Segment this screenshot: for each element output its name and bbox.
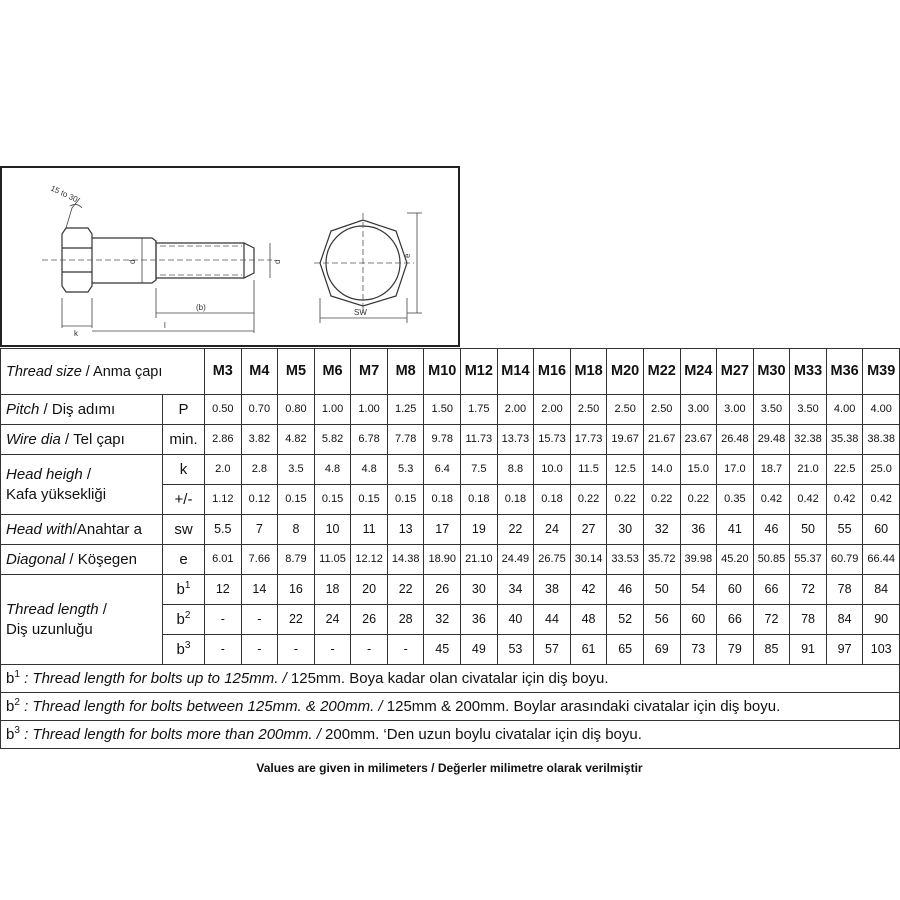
d-label: d — [273, 259, 282, 264]
value-cell: 1.50 — [424, 395, 461, 425]
ds-label: d — [128, 259, 137, 264]
value-cell: 44 — [534, 605, 571, 635]
value-cell: 21.10 — [461, 545, 498, 575]
value-cell: 84 — [826, 605, 863, 635]
wire-row — [1, 425, 900, 455]
size-cell: M6 — [314, 349, 351, 395]
value-cell: 84 — [863, 575, 900, 605]
value-cell: - — [278, 635, 315, 665]
pitch-row — [1, 395, 900, 425]
value-cell: 22.5 — [826, 455, 863, 485]
value-cell: 13.73 — [497, 425, 534, 455]
value-cell: 53 — [497, 635, 534, 665]
value-cell: 24 — [534, 515, 571, 545]
value-cell: 1.25 — [387, 395, 424, 425]
value-cell: 66.44 — [863, 545, 900, 575]
value-cell: 7.78 — [387, 425, 424, 455]
value-cell: 0.70 — [241, 395, 278, 425]
value-cell: 14.38 — [387, 545, 424, 575]
value-cell: 78 — [790, 605, 827, 635]
value-cell: 5.3 — [387, 455, 424, 485]
value-cell: 8 — [278, 515, 315, 545]
value-cell: 2.00 — [497, 395, 534, 425]
sw-symbol: sw — [163, 515, 205, 545]
value-cell: 2.50 — [570, 395, 607, 425]
value-cell: 66 — [753, 575, 790, 605]
b2-symbol: $b^2$ — [163, 605, 205, 635]
value-cell: 23.67 — [680, 425, 717, 455]
value-cell: - — [241, 635, 278, 665]
size-cell: M14 — [497, 349, 534, 395]
value-cell: 7 — [241, 515, 278, 545]
l-label: l — [164, 321, 166, 330]
size-cell: M10 — [424, 349, 461, 395]
value-cell: 2.8 — [241, 455, 278, 485]
value-cell: 0.15 — [387, 485, 424, 515]
value-cell: 16 — [278, 575, 315, 605]
size-cell: M24 — [680, 349, 717, 395]
value-cell: 45.20 — [717, 545, 754, 575]
value-cell: 0.18 — [461, 485, 498, 515]
value-cell: 0.18 — [497, 485, 534, 515]
value-cell: 18.7 — [753, 455, 790, 485]
size-cell: M30 — [753, 349, 790, 395]
value-cell: 0.18 — [534, 485, 571, 515]
note-b1: $b^1$ : Thread length for bolts up to 125mm. / 125mm. Boya kadar olan civatalar için diş boyu. — [1, 665, 900, 693]
header-row — [1, 349, 900, 395]
value-cell: 26 — [351, 605, 388, 635]
value-cell: 14 — [241, 575, 278, 605]
value-cell: 11.5 — [570, 455, 607, 485]
value-cell: 15.0 — [680, 455, 717, 485]
bolt-drawing-svg — [2, 168, 458, 345]
head-tol-symbol: +/- — [163, 485, 205, 515]
value-cell: 4.8 — [351, 455, 388, 485]
value-cell: 18.90 — [424, 545, 461, 575]
note-b2: $b^2$ : Thread length for bolts between 125mm. & 200mm. / 125mm & 200mm. Boylar arasındaki civatalar için diş boyu. — [1, 693, 900, 721]
value-cell: 55.37 — [790, 545, 827, 575]
value-cell: 12.5 — [607, 455, 644, 485]
value-cell: 50 — [790, 515, 827, 545]
value-cell: 0.35 — [717, 485, 754, 515]
value-cell: 5.82 — [314, 425, 351, 455]
value-cell: 33.53 — [607, 545, 644, 575]
value-cell: 7.66 — [241, 545, 278, 575]
b1-row — [1, 575, 900, 605]
value-cell: 97 — [826, 635, 863, 665]
value-cell: 0.22 — [607, 485, 644, 515]
value-cell: 32 — [643, 515, 680, 545]
value-cell: 11.05 — [314, 545, 351, 575]
size-cell: M12 — [461, 349, 498, 395]
diag-row — [1, 545, 900, 575]
value-cell: 79 — [717, 635, 754, 665]
value-cell: 0.22 — [570, 485, 607, 515]
value-cell: 10.0 — [534, 455, 571, 485]
value-cell: 103 — [863, 635, 900, 665]
value-cell: - — [351, 635, 388, 665]
value-cell: 35.72 — [643, 545, 680, 575]
value-cell: 26.48 — [717, 425, 754, 455]
value-cell: 4.00 — [863, 395, 900, 425]
value-cell: - — [387, 635, 424, 665]
value-cell: 30.14 — [570, 545, 607, 575]
value-cell: 91 — [790, 635, 827, 665]
value-cell: 12.12 — [351, 545, 388, 575]
value-cell: 0.15 — [278, 485, 315, 515]
note-row — [1, 665, 900, 693]
value-cell: 1.75 — [461, 395, 498, 425]
value-cell: 72 — [753, 605, 790, 635]
size-cell: M3 — [205, 349, 242, 395]
wire-symbol: min. — [163, 425, 205, 455]
value-cell: 5.5 — [205, 515, 242, 545]
value-cell: 28 — [387, 605, 424, 635]
value-cell: 0.42 — [863, 485, 900, 515]
value-cell: 15.73 — [534, 425, 571, 455]
value-cell: 3.00 — [717, 395, 754, 425]
bolt-dimension-table — [0, 348, 900, 749]
value-cell: 0.42 — [826, 485, 863, 515]
technical-drawing — [0, 166, 460, 347]
value-cell: 38 — [534, 575, 571, 605]
size-cell: M18 — [570, 349, 607, 395]
sw-row — [1, 515, 900, 545]
value-cell: 4.8 — [314, 455, 351, 485]
pitch-label: Pitch / Diş adımı — [1, 395, 163, 425]
e-label: e — [403, 253, 412, 258]
value-cell: 78 — [826, 575, 863, 605]
value-cell: 60.79 — [826, 545, 863, 575]
value-cell: 13 — [387, 515, 424, 545]
value-cell: - — [241, 605, 278, 635]
value-cell: 35.38 — [826, 425, 863, 455]
size-cell: M22 — [643, 349, 680, 395]
value-cell: 4.00 — [826, 395, 863, 425]
value-cell: 8.79 — [278, 545, 315, 575]
value-cell: 24.49 — [497, 545, 534, 575]
value-cell: 26.75 — [534, 545, 571, 575]
value-cell: 17 — [424, 515, 461, 545]
value-cell: 26 — [424, 575, 461, 605]
value-cell: 4.82 — [278, 425, 315, 455]
units-footer: Values are given in milimeters / Değerler milimetre olarak verilmiştir — [256, 761, 643, 775]
value-cell: 7.5 — [461, 455, 498, 485]
value-cell: 36 — [680, 515, 717, 545]
diag-label: Diagonal / Köşegen — [1, 545, 163, 575]
size-cell: M16 — [534, 349, 571, 395]
value-cell: 69 — [643, 635, 680, 665]
value-cell: 57 — [534, 635, 571, 665]
value-cell: 2.50 — [607, 395, 644, 425]
value-cell: 6.78 — [351, 425, 388, 455]
value-cell: 2.00 — [534, 395, 571, 425]
value-cell: 6.4 — [424, 455, 461, 485]
bolt-thread — [156, 243, 254, 278]
value-cell: 2.86 — [205, 425, 242, 455]
value-cell: 32 — [424, 605, 461, 635]
b3-symbol: $b^3$ — [163, 635, 205, 665]
value-cell: 65 — [607, 635, 644, 665]
k-label: k — [74, 329, 78, 338]
value-cell: 50 — [643, 575, 680, 605]
value-cell: 22 — [387, 575, 424, 605]
value-cell: 54 — [680, 575, 717, 605]
value-cell: 1.00 — [314, 395, 351, 425]
value-cell: 20 — [351, 575, 388, 605]
value-cell: 56 — [643, 605, 680, 635]
size-cell: M20 — [607, 349, 644, 395]
value-cell: 30 — [607, 515, 644, 545]
value-cell: 27 — [570, 515, 607, 545]
size-cell: M36 — [826, 349, 863, 395]
value-cell: 3.5 — [278, 455, 315, 485]
value-cell: 55 — [826, 515, 863, 545]
pitch-symbol: P — [163, 395, 205, 425]
diag-symbol: e — [163, 545, 205, 575]
note-b3: $b^3$ : Thread length for bolts more than 200mm. / 200mm. ‘Den uzun boylu civatalar için diş boyu. — [1, 721, 900, 749]
value-cell: 3.82 — [241, 425, 278, 455]
value-cell: 32.38 — [790, 425, 827, 455]
thread-length-label: Thread length / Diş uzunluğu — [1, 575, 163, 665]
value-cell: 48 — [570, 605, 607, 635]
b-label: (b) — [196, 303, 206, 312]
value-cell: 17.73 — [570, 425, 607, 455]
value-cell: 0.12 — [241, 485, 278, 515]
b1-symbol: $b^1$ — [163, 575, 205, 605]
value-cell: 1.00 — [351, 395, 388, 425]
value-cell: 41 — [717, 515, 754, 545]
value-cell: 11.73 — [461, 425, 498, 455]
value-cell: - — [205, 635, 242, 665]
value-cell: 0.42 — [753, 485, 790, 515]
value-cell: 22 — [278, 605, 315, 635]
head-k-row — [1, 455, 900, 485]
bolt-shank — [92, 238, 156, 283]
sw-label: SW — [354, 308, 367, 317]
value-cell: 10 — [314, 515, 351, 545]
value-cell: 66 — [717, 605, 754, 635]
value-cell: 21.67 — [643, 425, 680, 455]
value-cell: 90 — [863, 605, 900, 635]
value-cell: 0.15 — [351, 485, 388, 515]
note-row — [1, 721, 900, 749]
value-cell: - — [205, 605, 242, 635]
value-cell: 0.22 — [680, 485, 717, 515]
value-cell: 19.67 — [607, 425, 644, 455]
value-cell: 40 — [497, 605, 534, 635]
value-cell: 50.85 — [753, 545, 790, 575]
value-cell: 3.50 — [790, 395, 827, 425]
value-cell: 0.50 — [205, 395, 242, 425]
angle-label: 15 to 30 — [49, 183, 80, 205]
size-cell: M7 — [351, 349, 388, 395]
value-cell: 39.98 — [680, 545, 717, 575]
value-cell: 42 — [570, 575, 607, 605]
value-cell: 73 — [680, 635, 717, 665]
value-cell: 0.22 — [643, 485, 680, 515]
value-cell: 2.0 — [205, 455, 242, 485]
value-cell: 49 — [461, 635, 498, 665]
size-cell: M8 — [387, 349, 424, 395]
thread-size-label: Thread size / Anma çapı — [1, 349, 205, 395]
value-cell: 9.78 — [424, 425, 461, 455]
value-cell: 46 — [753, 515, 790, 545]
value-cell: 0.15 — [314, 485, 351, 515]
value-cell: 24 — [314, 605, 351, 635]
value-cell: 6.01 — [205, 545, 242, 575]
value-cell: 14.0 — [643, 455, 680, 485]
value-cell: 0.80 — [278, 395, 315, 425]
value-cell: 36 — [461, 605, 498, 635]
value-cell: 22 — [497, 515, 534, 545]
note-row — [1, 693, 900, 721]
wire-label: Wire dia / Tel çapı — [1, 425, 163, 455]
value-cell: 18 — [314, 575, 351, 605]
value-cell: 2.50 — [643, 395, 680, 425]
value-cell: 61 — [570, 635, 607, 665]
value-cell: 38.38 — [863, 425, 900, 455]
sw-label-cell: Head with/Anahtar a — [1, 515, 163, 545]
value-cell: 11 — [351, 515, 388, 545]
size-cell: M4 — [241, 349, 278, 395]
value-cell: 25.0 — [863, 455, 900, 485]
value-cell: 60 — [717, 575, 754, 605]
value-cell: 60 — [863, 515, 900, 545]
value-cell: 45 — [424, 635, 461, 665]
value-cell: 60 — [680, 605, 717, 635]
value-cell: 8.8 — [497, 455, 534, 485]
size-cell: M5 — [278, 349, 315, 395]
value-cell: - — [314, 635, 351, 665]
value-cell: 30 — [461, 575, 498, 605]
value-cell: 34 — [497, 575, 534, 605]
value-cell: 12 — [205, 575, 242, 605]
value-cell: 21.0 — [790, 455, 827, 485]
value-cell: 17.0 — [717, 455, 754, 485]
value-cell: 1.12 — [205, 485, 242, 515]
value-cell: 19 — [461, 515, 498, 545]
value-cell: 0.42 — [790, 485, 827, 515]
value-cell: 52 — [607, 605, 644, 635]
value-cell: 85 — [753, 635, 790, 665]
value-cell: 46 — [607, 575, 644, 605]
size-cell: M39 — [863, 349, 900, 395]
size-cell: M33 — [790, 349, 827, 395]
value-cell: 0.18 — [424, 485, 461, 515]
value-cell: 29.48 — [753, 425, 790, 455]
head-k-symbol: k — [163, 455, 205, 485]
value-cell: 72 — [790, 575, 827, 605]
head-height-label: Head heigh / Kafa yüksekliği — [1, 455, 163, 515]
size-cell: M27 — [717, 349, 754, 395]
value-cell: 3.50 — [753, 395, 790, 425]
value-cell: 3.00 — [680, 395, 717, 425]
